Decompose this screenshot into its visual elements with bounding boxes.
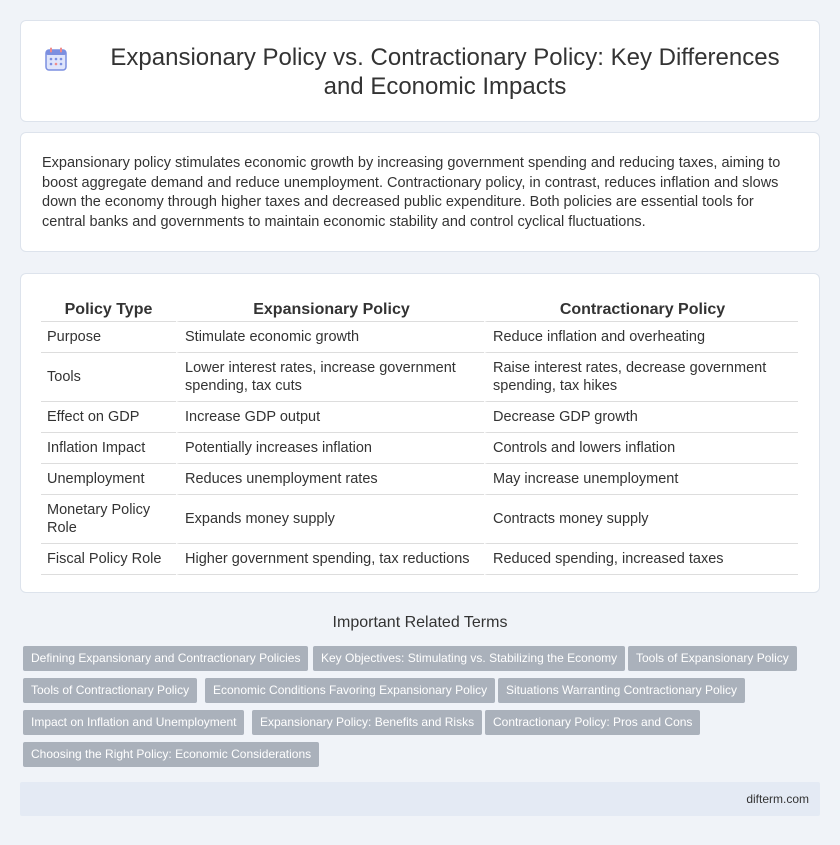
related-term-tag[interactable]: Key Objectives: Stimulating vs. Stabilizing the Economy [313, 646, 625, 671]
table-row [41, 544, 798, 575]
table-row [41, 322, 798, 353]
contractionary-cell: Reduce inflation and overheating [484, 322, 798, 353]
header-expansionary: Expansionary Policy [176, 294, 484, 322]
contractionary-cell: Raise interest rates, decrease government spending, tax hikes [484, 353, 798, 402]
related-term-tag[interactable]: Defining Expansionary and Contractionary Policies [23, 646, 308, 671]
comparison-table [41, 294, 798, 575]
table-row [41, 495, 798, 544]
expansionary-cell: Higher government spending, tax reductions [176, 544, 484, 575]
row-label: Tools [41, 353, 176, 402]
intro-card [20, 132, 820, 252]
footer [20, 782, 820, 816]
row-label: Unemployment [41, 464, 176, 495]
row-label: Fiscal Policy Role [41, 544, 176, 575]
table-row [41, 353, 798, 402]
site-brand[interactable]: difterm.com [746, 792, 809, 806]
intro-paragraph: Expansionary policy stimulates economic growth by increasing government spending and reducing taxes, aiming to boost aggregate demand and reduce unemployment. Contractionary policy, in contrast, reduces inflation and slows down the economy through higher taxes and decreased public expenditure. Both policies are essential tools for central banks and governments to maintain economic stability and control cyclical fluctuations. [42, 155, 781, 230]
expansionary-cell: Expands money supply [176, 495, 484, 544]
header-policy-type: Policy Type [41, 294, 176, 322]
contractionary-cell: Contracts money supply [484, 495, 798, 544]
related-term-tag[interactable]: Situations Warranting Contractionary Policy [498, 678, 745, 703]
contractionary-cell: Controls and lowers inflation [484, 433, 798, 464]
contractionary-cell: May increase unemployment [484, 464, 798, 495]
row-label: Purpose [41, 322, 176, 353]
related-term-tag[interactable]: Impact on Inflation and Unemployment [23, 710, 244, 735]
table-header-row [41, 294, 798, 322]
row-label: Monetary Policy Role [41, 495, 176, 544]
expansionary-cell: Lower interest rates, increase government spending, tax cuts [176, 353, 484, 402]
related-term-tag[interactable]: Economic Conditions Favoring Expansionary Policy [205, 678, 495, 703]
comparison-table-card [20, 273, 820, 593]
contractionary-cell: Decrease GDP growth [484, 402, 798, 433]
header-card [20, 20, 820, 122]
row-label: Effect on GDP [41, 402, 176, 433]
expansionary-cell: Potentially increases inflation [176, 433, 484, 464]
page-title: Expansionary Policy vs. Contractionary Policy: Key Differences and Economic Impacts [110, 44, 780, 100]
related-term-tag[interactable]: Tools of Contractionary Policy [23, 678, 197, 703]
contractionary-cell: Reduced spending, increased taxes [484, 544, 798, 575]
table-row [41, 464, 798, 495]
row-label: Inflation Impact [41, 433, 176, 464]
header-contractionary: Contractionary Policy [484, 294, 798, 322]
expansionary-cell: Stimulate economic growth [176, 322, 484, 353]
related-term-tag[interactable]: Expansionary Policy: Benefits and Risks [252, 710, 482, 735]
expansionary-cell: Increase GDP output [176, 402, 484, 433]
expansionary-cell: Reduces unemployment rates [176, 464, 484, 495]
related-term-tag[interactable]: Tools of Expansionary Policy [628, 646, 797, 671]
table-row [41, 433, 798, 464]
related-term-tag[interactable]: Choosing the Right Policy: Economic Considerations [23, 742, 319, 767]
related-term-tag[interactable]: Contractionary Policy: Pros and Cons [485, 710, 700, 735]
related-terms-heading: Important Related Terms [332, 614, 508, 631]
table-row [41, 402, 798, 433]
